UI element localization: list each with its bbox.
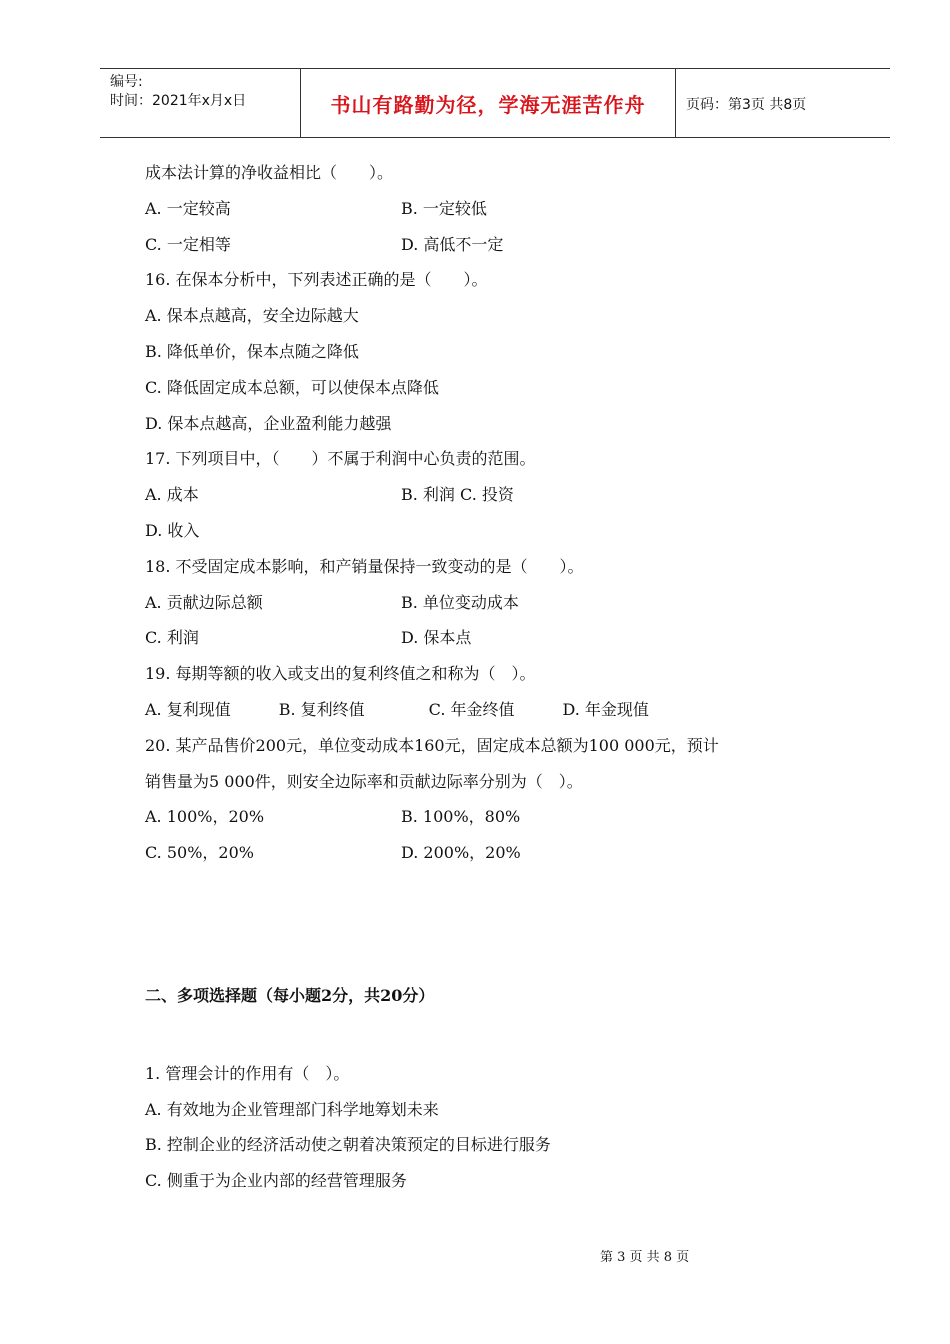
header-number-label: 编号: xyxy=(110,74,143,90)
header-motto: 书山有路勤为径，学海无涯苦作舟 xyxy=(330,93,646,117)
text-line xyxy=(145,1163,865,1199)
line-text: C. 利润 xyxy=(145,628,199,648)
text-line xyxy=(145,692,865,728)
text-line xyxy=(145,298,865,334)
line-text: C. 一定相等 xyxy=(145,234,231,254)
line-text: 1. 管理会计的作用有（ ）。 xyxy=(145,1063,350,1083)
footer-page-number: 第 3 页 共 8 页 xyxy=(600,1250,690,1265)
line-option-col2: D. 200%，20% xyxy=(401,843,521,863)
text-line xyxy=(145,191,865,227)
text-line xyxy=(145,1056,865,1092)
text-line xyxy=(145,656,865,692)
line-text: B. 降低单价，保本点随之降低 xyxy=(145,341,359,361)
text-line xyxy=(145,406,865,442)
line-text: B. 控制企业的经济活动使之朝着决策预定的目标进行服务 xyxy=(145,1135,551,1155)
text-line xyxy=(145,334,865,370)
line-option-col2: B. 一定较低 xyxy=(401,198,487,218)
text-line xyxy=(145,262,865,298)
line-text: A. 贡献边际总额 xyxy=(145,592,263,612)
line-option-col2: D. 保本点 xyxy=(401,628,472,648)
line-text: A. 100%，20% xyxy=(145,807,265,827)
line-text: 20. 某产品售价200元，单位变动成本160元，固定成本总额为100 000元，预计 xyxy=(145,735,719,755)
line-option-col2: B. 100%，80% xyxy=(401,807,521,827)
text-line xyxy=(145,549,865,585)
line-text: A. 成本 xyxy=(145,485,199,505)
header-divider xyxy=(675,69,676,137)
text-line xyxy=(145,227,865,263)
line-option-col2: B. 单位变动成本 xyxy=(401,592,519,612)
line-text: D. 收入 xyxy=(145,520,200,540)
header-meta xyxy=(110,73,246,111)
text-line xyxy=(145,728,865,764)
line-text: 销售量为5 000件，则安全边际率和贡献边际率分别为（ ）。 xyxy=(145,771,583,791)
text-line xyxy=(145,620,865,656)
line-text: 成本法计算的净收益相比（ ）。 xyxy=(145,163,394,182)
header-page-info: 页码：第3页 共8页 xyxy=(686,97,807,113)
question-list-multi xyxy=(145,1056,865,1199)
text-line xyxy=(145,835,865,871)
text-line xyxy=(145,155,865,191)
line-text: 17. 下列项目中，（ ）不属于利润中心负责的范围。 xyxy=(145,449,536,469)
header-time-label: 时间：2021年x月x日 xyxy=(110,93,247,109)
line-text: C. 50%，20% xyxy=(145,843,254,863)
line-text: 18. 不受固定成本影响，和产销量保持一致变动的是（ ）。 xyxy=(145,556,584,576)
line-text: 19. 每期等额的收入或支出的复利终值之和称为（ ）。 xyxy=(145,664,536,684)
text-line xyxy=(145,441,865,477)
line-option-col2: D. 高低不一定 xyxy=(401,234,504,254)
text-line xyxy=(145,799,865,835)
text-line xyxy=(145,477,865,513)
line-text: C. 降低固定成本总额，可以使保本点降低 xyxy=(145,377,439,397)
line-text: A. 有效地为企业管理部门科学地筹划未来 xyxy=(145,1099,439,1119)
line-text: D. 保本点越高，企业盈利能力越强 xyxy=(145,413,392,433)
text-line xyxy=(145,585,865,621)
text-line xyxy=(145,370,865,406)
section-title: 二、多项选择题（每小题2分，共20分） xyxy=(145,985,435,1005)
text-line xyxy=(145,764,865,800)
text-line xyxy=(145,1092,865,1128)
text-line xyxy=(145,1127,865,1163)
line-text: A. 复利现值 B. 复利终值 C. 年金终值 D. 年金现值 xyxy=(145,699,649,719)
text-line xyxy=(145,513,865,549)
line-text: A. 保本点越高，安全边际越大 xyxy=(145,306,359,326)
document-body xyxy=(145,155,865,1199)
line-option-col2: B. 利润 C. 投资 xyxy=(401,485,514,505)
line-text: 16. 在保本分析中，下列表述正确的是（ ）。 xyxy=(145,270,488,290)
page-header xyxy=(100,68,890,138)
question-list-single xyxy=(145,155,865,871)
line-text: A. 一定较高 xyxy=(145,198,231,218)
line-text: C. 侧重于为企业内部的经营管理服务 xyxy=(145,1171,407,1191)
